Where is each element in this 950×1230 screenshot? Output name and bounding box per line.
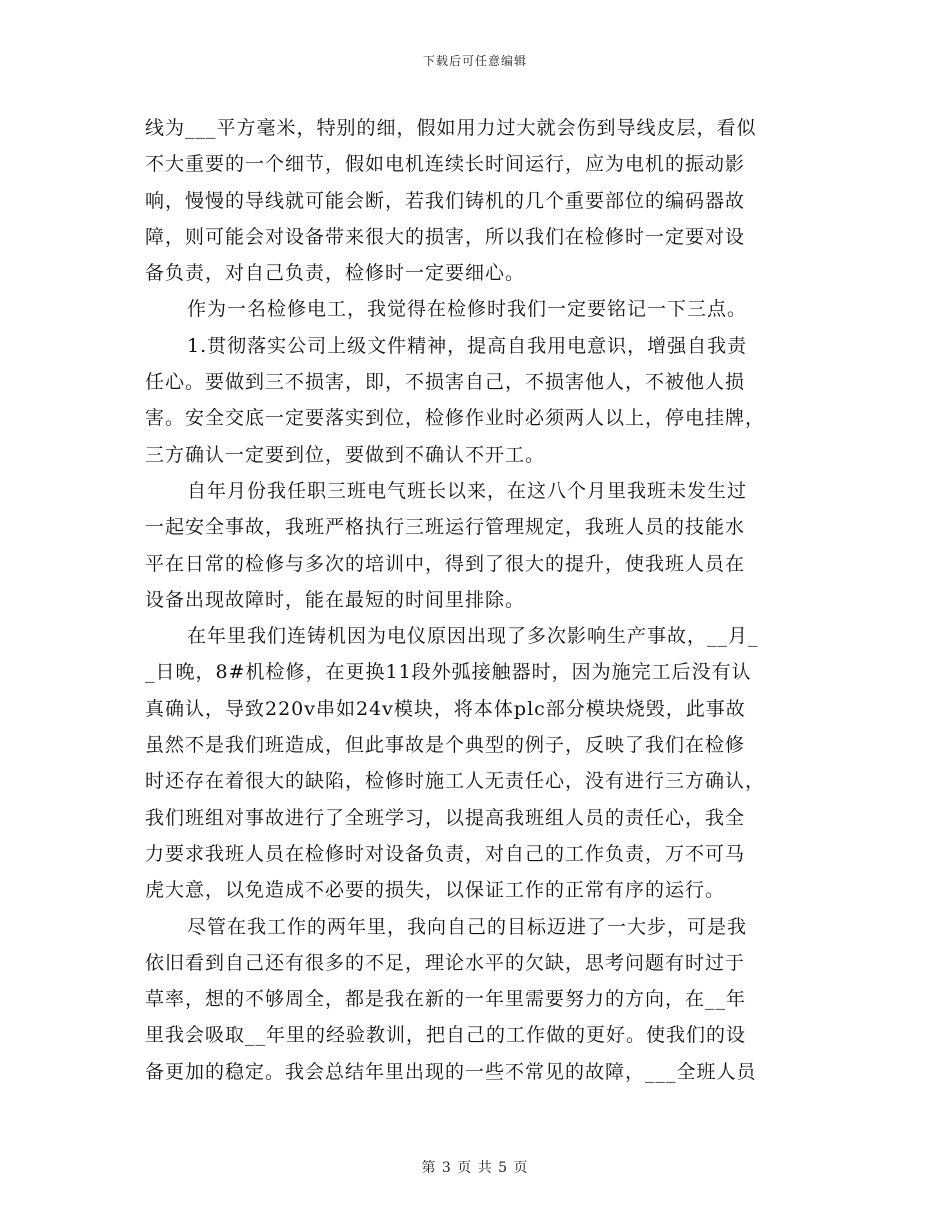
text-line: 草率，想的不够周全，都是我在新的一年里需要努力的方向，在__年	[145, 988, 747, 1011]
text-line: 时还存在着很大的缺陷，检修时施工人无责任心，没有进行三方确认，	[145, 770, 766, 793]
page-header: 下载后可任意编辑	[422, 54, 527, 68]
text-line: 自年月份我任职三班电气班长以来，在这八个月里我班未发生过	[187, 479, 748, 502]
text-line: 一起安全事故，我班严格执行三班运行管理规定，我班人员的技能水	[145, 516, 746, 539]
text-line: 在年里我们连铸机因为电仪原因出现了多次影响生产事故，__月_	[187, 625, 759, 648]
text-line: 三方确认一定要到位，要做到不确认不开工。	[145, 443, 546, 466]
text-line: 响，慢慢的导线就可能会断，若我们铸机的几个重要部位的编码器故	[145, 189, 746, 212]
text-line: 1.贯彻落实公司上级文件精神，提高自我用电意识，增强自我责	[187, 334, 748, 357]
text-line: 力要求我班人员在检修时对设备负责，对自己的工作负责，万不可马	[145, 842, 746, 865]
text-line: 任心。要做到三不损害，即，不损害自己，不损害他人，不被他人损	[145, 371, 746, 394]
text-line: 线为___平方毫米，特别的细，假如用力过大就会伤到导线皮层，看似	[145, 117, 757, 139]
text-line: 作为一名检修电工，我觉得在检修时我们一定要铭记一下三点。	[187, 298, 748, 321]
text-line: 我们班组对事故进行了全班学习，以提高我班组人员的责任心，我全	[145, 806, 746, 829]
text-line: 备更加的稳定。我会总结年里出现的一些不常见的故障，___全班人员	[145, 1060, 757, 1083]
text-line: 依旧看到自己还有很多的不足，理论水平的欠缺，思考问题有时过于	[145, 951, 746, 974]
text-line: 平在日常的检修与多次的培训中，得到了很大的提升，使我班人员在	[145, 552, 746, 575]
page-footer: 第 3 页 共 5 页	[421, 1160, 529, 1176]
text-line: 虎大意，以免造成不必要的损失，以保证工作的正常有序的运行。	[145, 879, 726, 902]
document-body	[145, 110, 815, 1090]
text-line: 设备出现故障时，能在最短的时间里排除。	[145, 588, 526, 611]
text-line: 里我会吸取__年里的经验教训，把自己的工作做的更好。使我们的设	[145, 1024, 747, 1047]
text-line: _日晚，8#机检修，在更换11段外弧接触器时，因为施完工后没有认	[145, 661, 752, 684]
text-line: 不大重要的一个细节，假如电机连续长时间运行，应为电机的振动影	[145, 153, 746, 176]
text-line: 害。安全交底一定要落实到位，检修作业时必须两人以上，停电挂牌，	[145, 407, 766, 430]
text-line: 备负责，对自己负责，检修时一定要细心。	[145, 262, 526, 285]
text-line: 真确认，导致220v串如24v模块，将本体plc部分模块烧毁，此事故	[145, 697, 746, 720]
text-line: 障，则可能会对设备带来很大的损害，所以我们在检修时一定要对设	[145, 225, 746, 248]
text-line: 虽然不是我们班造成，但此事故是个典型的例子，反映了我们在检修	[145, 734, 746, 757]
text-line: 尽管在我工作的两年里，我向自己的目标迈进了一大步，可是我	[187, 915, 748, 938]
